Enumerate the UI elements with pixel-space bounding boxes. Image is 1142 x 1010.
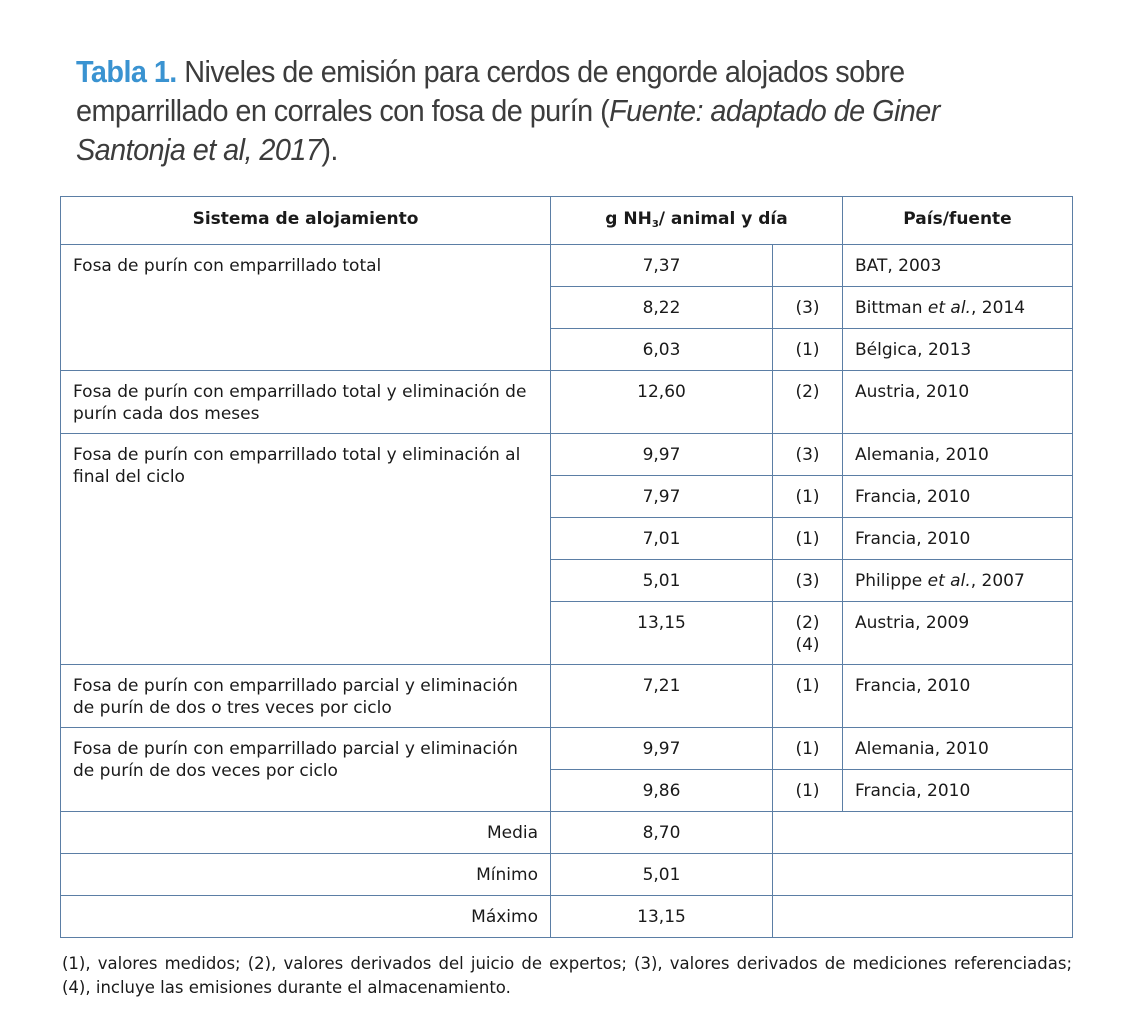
note-ref: (2) [795, 613, 820, 633]
emission-value: 7,21 [551, 665, 773, 728]
summary-row [61, 812, 1073, 854]
note-ref: (2) [795, 382, 820, 402]
emission-value: 6,03 [551, 329, 773, 371]
header-emission: g $NH_3/$ animal y día [551, 197, 843, 245]
source-author: Bittman [855, 298, 928, 318]
note-cell [773, 518, 843, 560]
emission-value: 7,37 [551, 245, 773, 287]
table-caption [76, 52, 1015, 169]
system-cell: Fosa de purín con emparrillado total y eliminación de purín cada dos meses [61, 371, 551, 434]
summary-row [61, 896, 1073, 938]
emission-value: 12,60 [551, 371, 773, 434]
note-ref: (1) [795, 529, 820, 549]
summary-label: Media [61, 812, 551, 854]
emission-value: 9,86 [551, 770, 773, 812]
table-row [61, 434, 1073, 476]
note-ref: (1) [795, 340, 820, 360]
system-cell: Fosa de purín con emparrillado total [61, 245, 551, 371]
source-cell: Francia, 2010 [843, 476, 1073, 518]
emission-value: 13,15 [551, 602, 773, 665]
emission-value: 9,97 [551, 728, 773, 770]
emission-value: 7,01 [551, 518, 773, 560]
note-ref: (1) [795, 487, 820, 507]
header-system: Sistema de alojamiento [61, 197, 551, 245]
summary-value: 5,01 [551, 854, 773, 896]
caption-end: ). [321, 132, 338, 167]
caption-text: Niveles de emisión para cerdos de engorde alojados sobre emparrillado en corrales con fosa de purín ( [76, 54, 905, 128]
note-cell [773, 287, 843, 329]
source-cell: Francia, 2010 [843, 770, 1073, 812]
emission-table [60, 196, 1073, 938]
note-ref: (3) [795, 298, 820, 318]
source-cell: Francia, 2010 [843, 518, 1073, 560]
system-cell: Fosa de purín con emparrillado parcial y eliminación de purín de dos o tres veces por ciclo [61, 665, 551, 728]
note-cell [773, 245, 843, 287]
source-cell: Alemania, 2010 [843, 728, 1073, 770]
source-cell: Francia, 2010 [843, 665, 1073, 728]
note-ref: (1) [795, 676, 820, 696]
note-cell [773, 728, 843, 770]
note-ref: (1) [795, 781, 820, 801]
table-row [61, 665, 1073, 728]
note-cell [773, 560, 843, 602]
emission-value: 5,01 [551, 560, 773, 602]
summary-label: Máximo [61, 896, 551, 938]
source-cell: Austria, 2010 [843, 371, 1073, 434]
summary-label: Mínimo [61, 854, 551, 896]
header-source: País/fuente [843, 197, 1073, 245]
caption-source: Fuente: adaptado de Giner Santonja et al, 2017 [76, 93, 940, 167]
table-footnote: (1), valores medidos; (2), valores derivados del juicio de expertos; (3), valores derivados de mediciones referenciadas; (4), incluye las emisiones durante el almacenamiento. [62, 954, 1072, 997]
source-cell: Alemania, 2010 [843, 434, 1073, 476]
source-cell [843, 287, 1073, 329]
emission-value: 9,97 [551, 434, 773, 476]
caption-lead: Tabla 1. [76, 54, 177, 89]
summary-empty [773, 854, 1073, 896]
note-cell [773, 665, 843, 728]
summary-empty [773, 812, 1073, 854]
source-cell [843, 560, 1073, 602]
source-author: Philippe [855, 571, 928, 591]
note-cell [773, 329, 843, 371]
table-row [61, 371, 1073, 434]
table-row [61, 728, 1073, 770]
emission-value: 8,22 [551, 287, 773, 329]
note-ref: (3) [795, 445, 820, 465]
summary-value: 8,70 [551, 812, 773, 854]
system-cell: Fosa de purín con emparrillado parcial y eliminación de purín de dos veces por ciclo [61, 728, 551, 812]
source-cell: Bélgica, 2013 [843, 329, 1073, 371]
source-cell: Austria, 2009 [843, 602, 1073, 665]
source-year: , 2014 [970, 298, 1026, 318]
summary-value: 13,15 [551, 896, 773, 938]
system-cell: Fosa de purín con emparrillado total y eliminación al final del ciclo [61, 434, 551, 665]
source-etal: et al. [927, 298, 971, 318]
source-etal: et al. [927, 571, 971, 591]
summary-row [61, 854, 1073, 896]
table-row [61, 245, 1073, 287]
note-cell [773, 476, 843, 518]
note-ref: (3) [795, 571, 820, 591]
note-cell [773, 770, 843, 812]
summary-empty [773, 896, 1073, 938]
note-cell [773, 434, 843, 476]
note-cell [773, 602, 843, 665]
emission-value: 7,97 [551, 476, 773, 518]
source-cell: BAT, 2003 [843, 245, 1073, 287]
source-year: , 2007 [970, 571, 1025, 591]
note-ref: (4) [795, 635, 820, 655]
note-cell [773, 371, 843, 434]
note-ref: (1) [795, 739, 820, 759]
table-header-row [61, 197, 1073, 245]
